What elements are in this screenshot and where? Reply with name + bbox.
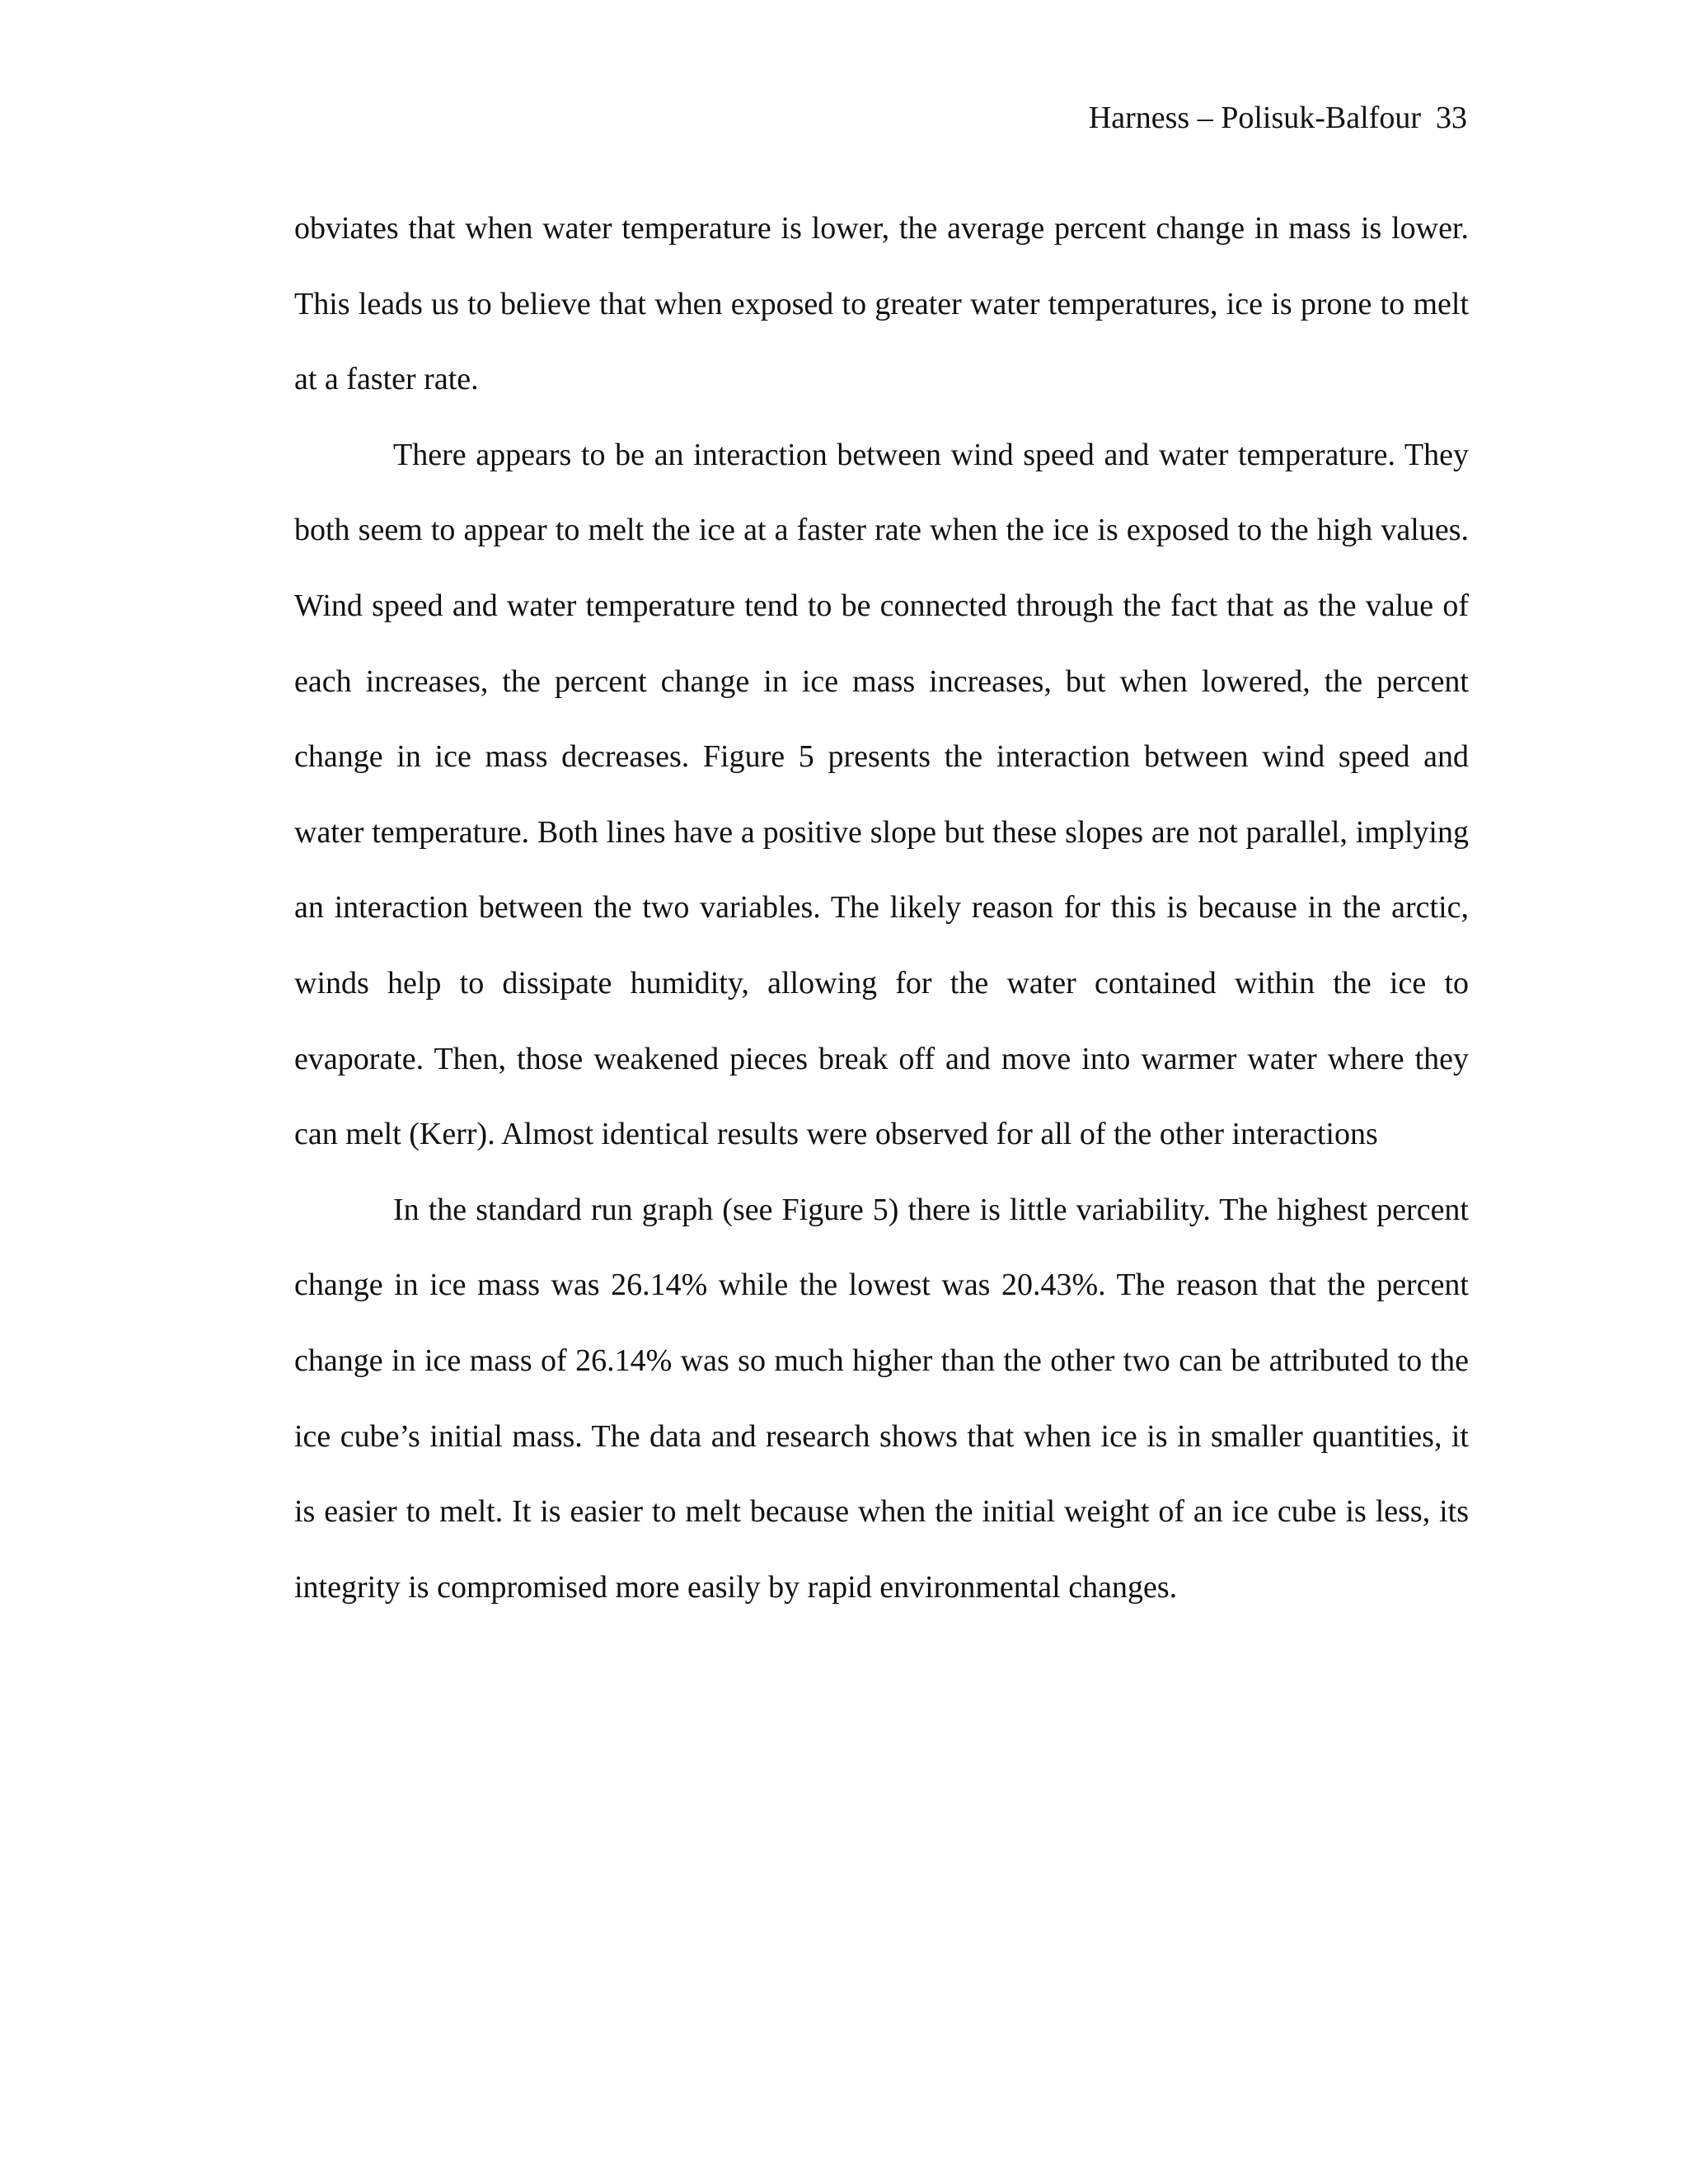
paragraph-continuation: obviates that when water temperature is lower, the average percent change in mass is lower. This leads us to believe that when exposed to greater water temperatures, ice is prone to melt at a faster rate.: [294, 211, 1469, 397]
page-header: [1089, 97, 1467, 138]
running-head: Harness – Polisuk-Balfour: [1088, 101, 1421, 135]
paragraph-standard-run: In the standard run graph (see Figure 5) there is little variability. The highest percent change in ice mass was 26.14% while the lowest was 20.43%. The reason that the percent change in ice mass of 26.14% was so much higher than the other two can be attributed to the ice cube’s initial mass. The data and research shows that when ice is in smaller quantities, it is easier to melt. It is easier to melt because when the initial weight of an ice cube is less, its integrity is compromised more easily by rapid environmental changes.: [294, 1192, 1469, 1605]
body-text: [294, 191, 1469, 1625]
paragraph-interaction: There appears to be an interaction between wind speed and water temperature. They both seem to appear to melt the ice at a faster rate when the ice is exposed to the high values. Wind speed and water temperature tend to be connected through the fact that as the value of each increases, the percent change in ice mass increases, but when lowered, the percent change in ice mass decreases. Figure 5 presents the interaction between wind speed and water temperature. Both lines have a positive slope but these slopes are not parallel, implying an interaction between the two variables. The likely reason for this is because in the arctic, winds help to dissipate humidity, allowing for the water contained within the ice to evaporate. Then, those weakened pieces break off and move into warmer water where they can melt (Kerr). Almost identical results were observed for all of the other interactions: [294, 437, 1469, 1152]
page-number: 33: [1436, 101, 1467, 135]
